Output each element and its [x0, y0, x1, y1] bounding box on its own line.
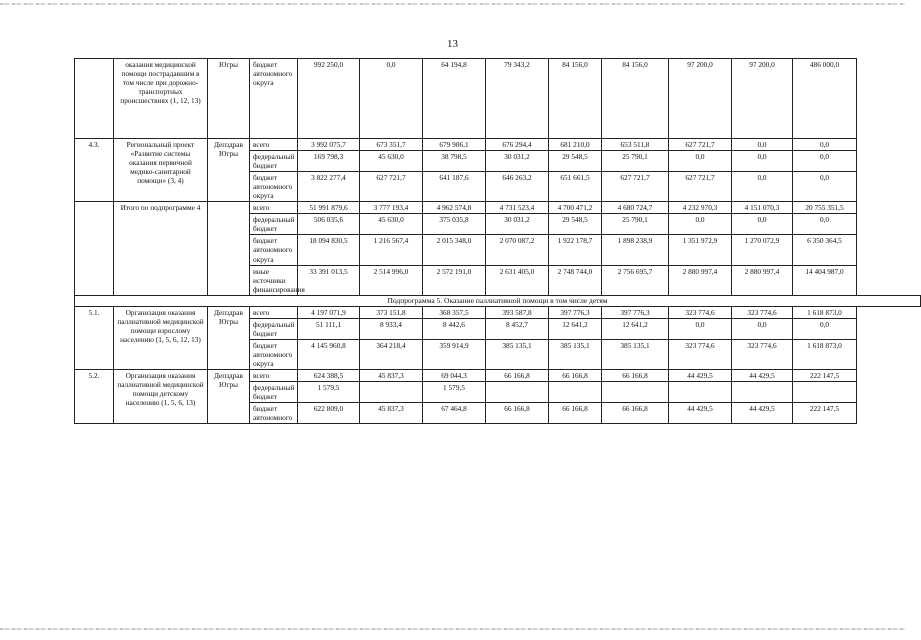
value-cell: 2 880 997,4	[732, 265, 793, 295]
value-cell: 624 388,5	[298, 370, 360, 382]
value-cell: 2 756 695,7	[602, 265, 669, 295]
value-cell: 44 429,5	[669, 370, 732, 382]
value-cell: 66 166,8	[486, 403, 549, 424]
value-cell: 4 700 471,2	[549, 202, 602, 214]
value-cell: 30 031,2	[486, 151, 549, 172]
value-cell	[360, 382, 423, 403]
value-cell: 397 776,3	[602, 306, 669, 318]
value-cell: 38 798,5	[423, 151, 486, 172]
value-cell: 627 721,7	[669, 139, 732, 151]
value-cell: 653 511,8	[602, 139, 669, 151]
table-row	[75, 59, 921, 139]
value-cell: 12 641,2	[602, 319, 669, 340]
value-cell: 66 166,8	[549, 403, 602, 424]
value-cell: 20 755 351,5	[793, 202, 857, 214]
value-cell: 0,0	[360, 59, 423, 139]
funding-source: всего	[250, 306, 298, 318]
value-cell: 1 270 072,9	[732, 235, 793, 265]
value-cell: 0,0	[793, 319, 857, 340]
value-cell: 79 343,2	[486, 59, 549, 139]
value-cell: 323 774,6	[669, 340, 732, 370]
value-cell: 2 070 087,2	[486, 235, 549, 265]
value-cell: 0,0	[793, 172, 857, 202]
value-cell: 364 218,4	[360, 340, 423, 370]
value-cell	[793, 382, 857, 403]
funding-source: бюджет автономного	[250, 403, 298, 424]
value-cell: 0,0	[793, 151, 857, 172]
value-cell: 3 992 075,7	[298, 139, 360, 151]
value-cell: 1 351 972,9	[669, 235, 732, 265]
value-cell: 4 151 070,3	[732, 202, 793, 214]
funding-source: иные источники финансирования	[250, 265, 298, 295]
value-cell: 1 216 567,4	[360, 235, 423, 265]
value-cell: 45 837,3	[360, 370, 423, 382]
funding-source: бюджет автономного округа	[250, 340, 298, 370]
value-cell: 323 774,6	[732, 340, 793, 370]
value-cell	[486, 382, 549, 403]
value-cell: 12 641,2	[549, 319, 602, 340]
measure-name: Региональный проект «Развитие системы оказания первичной медико-санитарной помощи» (3, 4)	[114, 139, 208, 202]
value-cell: 0,0	[732, 319, 793, 340]
value-cell: 0,0	[732, 139, 793, 151]
value-cell: 2 880 997,4	[669, 265, 732, 295]
value-cell: 385 135,1	[486, 340, 549, 370]
value-cell: 64 194,8	[423, 59, 486, 139]
scan-bottom-edge	[0, 628, 905, 630]
value-cell: 97 200,0	[732, 59, 793, 139]
value-cell: 0,0	[732, 214, 793, 235]
funding-source: всего	[250, 139, 298, 151]
value-cell	[732, 382, 793, 403]
value-cell: 4 680 724,7	[602, 202, 669, 214]
measure-name: Организация оказания паллиативной медицинской помощи детскому населению (1, 5, 6, 13)	[114, 370, 208, 424]
value-cell: 45 630,0	[360, 151, 423, 172]
funding-source: всего	[250, 202, 298, 214]
value-cell	[669, 382, 732, 403]
value-cell: 69 044,3	[423, 370, 486, 382]
value-cell: 1 579,5	[298, 382, 360, 403]
funding-source: бюджет автономного округа	[250, 59, 298, 139]
value-cell: 3 822 277,4	[298, 172, 360, 202]
section-number: 5.1.	[75, 306, 114, 369]
value-cell: 8 442,6	[423, 319, 486, 340]
measure-name: Организация оказания паллиативной медицинской помощи взрослому населению (1, 5, 6, 12, 13)	[114, 306, 208, 369]
funding-source: федеральный бюджет	[250, 319, 298, 340]
value-cell: 0,0	[732, 172, 793, 202]
value-cell: 25 790,1	[602, 151, 669, 172]
executor: Югры	[208, 59, 250, 139]
value-cell: 0,0	[669, 151, 732, 172]
value-cell: 676 294,4	[486, 139, 549, 151]
value-cell: 8 933,4	[360, 319, 423, 340]
value-cell: 66 166,8	[549, 370, 602, 382]
value-cell: 6 350 364,5	[793, 235, 857, 265]
budget-table	[74, 58, 921, 424]
page-number: 13	[447, 38, 458, 50]
value-cell: 18 094 830,5	[298, 235, 360, 265]
value-cell	[602, 382, 669, 403]
value-cell: 51 991 879,6	[298, 202, 360, 214]
value-cell: 506 035,6	[298, 214, 360, 235]
section-number: 4.3.	[75, 139, 114, 202]
funding-source: бюджет автономного округа	[250, 172, 298, 202]
executor	[208, 202, 250, 295]
value-cell: 323 774,6	[732, 306, 793, 318]
subprogram-title: Подпрограмма 5. Оказание паллиативной помощи в том числе детям	[75, 295, 921, 306]
value-cell: 45 837,3	[360, 403, 423, 424]
value-cell: 679 986,1	[423, 139, 486, 151]
value-cell: 29 548,5	[549, 214, 602, 235]
value-cell: 44 429,5	[732, 403, 793, 424]
executor: Депздрав Югры	[208, 370, 250, 424]
value-cell: 4 962 574,8	[423, 202, 486, 214]
value-cell: 397 776,3	[549, 306, 602, 318]
value-cell: 646 263,2	[486, 172, 549, 202]
value-cell: 992 250,0	[298, 59, 360, 139]
section-number	[75, 202, 114, 295]
value-cell: 44 429,5	[669, 403, 732, 424]
measure-name: Итого по подпрограмме 4	[114, 202, 208, 295]
funding-source: федеральный бюджет	[250, 382, 298, 403]
value-cell: 44 429,5	[732, 370, 793, 382]
value-cell: 373 151,8	[360, 306, 423, 318]
value-cell: 3 777 193,4	[360, 202, 423, 214]
value-cell: 84 156,0	[549, 59, 602, 139]
value-cell: 4 145 960,8	[298, 340, 360, 370]
value-cell: 627 721,7	[360, 172, 423, 202]
value-cell: 375 035,8	[423, 214, 486, 235]
funding-source: федеральный бюджет	[250, 214, 298, 235]
value-cell: 29 548,5	[549, 151, 602, 172]
value-cell: 2 514 996,0	[360, 265, 423, 295]
value-cell: 641 187,6	[423, 172, 486, 202]
value-cell: 0,0	[669, 214, 732, 235]
value-cell: 681 210,0	[549, 139, 602, 151]
value-cell: 25 790,1	[602, 214, 669, 235]
value-cell: 222 147,5	[793, 403, 857, 424]
scan-top-edge	[0, 3, 905, 5]
value-cell: 385 135,1	[602, 340, 669, 370]
value-cell: 1 922 178,7	[549, 235, 602, 265]
value-cell: 1 618 873,0	[793, 340, 857, 370]
table-body	[75, 59, 921, 424]
value-cell: 368 357,5	[423, 306, 486, 318]
table-row	[75, 202, 921, 214]
value-cell: 67 464,8	[423, 403, 486, 424]
value-cell: 0,0	[793, 139, 857, 151]
value-cell: 0,0	[669, 319, 732, 340]
value-cell: 84 156,0	[602, 59, 669, 139]
value-cell: 1 898 238,9	[602, 235, 669, 265]
value-cell: 4 731 523,4	[486, 202, 549, 214]
measure-name: оказания медицинской помощи пострадавшим в том числе при дорожно-транспортных происшествиях (1, 12, 13)	[114, 59, 208, 139]
value-cell: 0,0	[793, 214, 857, 235]
value-cell: 45 630,0	[360, 214, 423, 235]
value-cell: 2 631 405,0	[486, 265, 549, 295]
value-cell: 393 587,8	[486, 306, 549, 318]
value-cell	[549, 382, 602, 403]
section-number	[75, 59, 114, 139]
table-row	[75, 306, 921, 318]
value-cell: 66 166,8	[486, 370, 549, 382]
value-cell: 4 232 970,3	[669, 202, 732, 214]
value-cell: 51 111,1	[298, 319, 360, 340]
executor: Депздрав Югры	[208, 139, 250, 202]
value-cell: 66 166,8	[602, 370, 669, 382]
table-row	[75, 139, 921, 151]
subprogram-header-row	[75, 295, 921, 306]
section-number: 5.2.	[75, 370, 114, 424]
value-cell: 1 618 873,0	[793, 306, 857, 318]
value-cell: 486 000,0	[793, 59, 857, 139]
value-cell: 222 147,5	[793, 370, 857, 382]
value-cell: 169 798,3	[298, 151, 360, 172]
table-row	[75, 370, 921, 382]
executor: Депздрав Югры	[208, 306, 250, 369]
value-cell: 627 721,7	[669, 172, 732, 202]
funding-source: всего	[250, 370, 298, 382]
funding-source: федеральный бюджет	[250, 151, 298, 172]
value-cell: 0,0	[732, 151, 793, 172]
value-cell: 622 809,0	[298, 403, 360, 424]
value-cell: 323 774,6	[669, 306, 732, 318]
value-cell: 30 031,2	[486, 214, 549, 235]
value-cell: 651 661,5	[549, 172, 602, 202]
value-cell: 627 721,7	[602, 172, 669, 202]
value-cell: 385 135,1	[549, 340, 602, 370]
value-cell: 14 404 987,0	[793, 265, 857, 295]
value-cell: 673 351,7	[360, 139, 423, 151]
value-cell: 2 572 191,0	[423, 265, 486, 295]
value-cell: 8 452,7	[486, 319, 549, 340]
value-cell: 2 748 744,0	[549, 265, 602, 295]
value-cell: 2 015 348,0	[423, 235, 486, 265]
value-cell: 4 197 071,9	[298, 306, 360, 318]
value-cell: 97 200,0	[669, 59, 732, 139]
value-cell: 33 391 013,5	[298, 265, 360, 295]
value-cell: 359 914,9	[423, 340, 486, 370]
value-cell: 66 166,8	[602, 403, 669, 424]
value-cell: 1 579,5	[423, 382, 486, 403]
funding-source: бюджет автономного округа	[250, 235, 298, 265]
